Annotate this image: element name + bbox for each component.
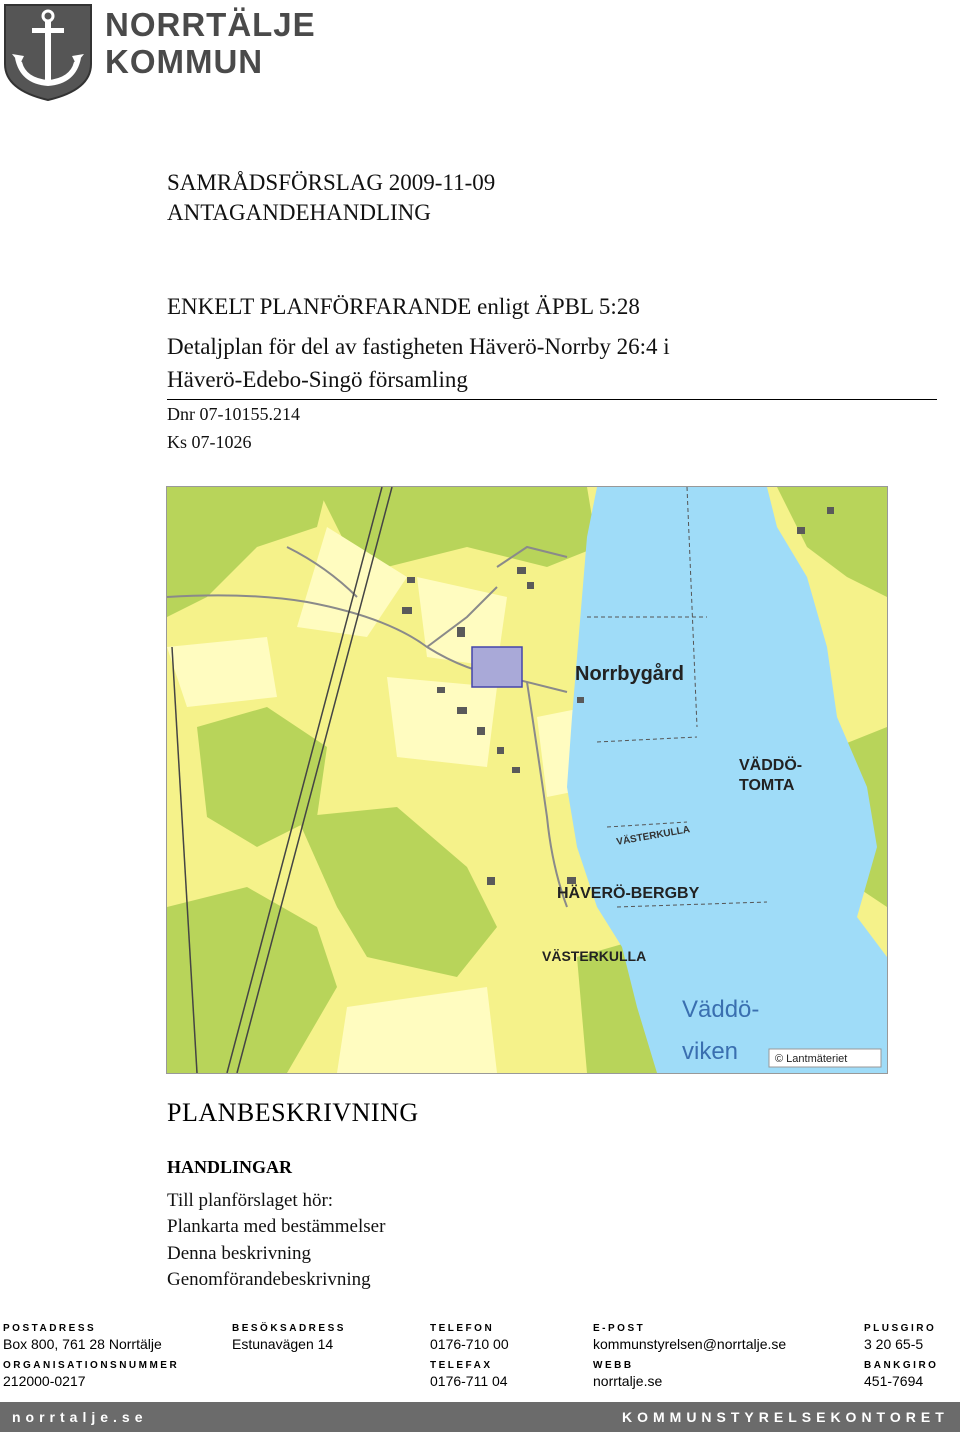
- plan-area: [472, 647, 522, 687]
- document-status: ANTAGANDEHANDLING: [167, 200, 431, 225]
- telefon: 0176-710 00: [430, 1336, 509, 1352]
- label-vasterkulla-road: VÄSTERKULLA: [615, 824, 691, 848]
- footer-website[interactable]: norrtalje.se: [12, 1409, 148, 1425]
- footer-office: KOMMUNSTYRELSEKONTORET: [622, 1409, 949, 1425]
- label-tomta: TOMTA: [739, 777, 795, 794]
- building: [567, 877, 576, 884]
- label-vaddo: VÄDDÖ-: [739, 757, 803, 774]
- orgnr: 212000-0217: [3, 1373, 86, 1389]
- telefon-label: TELEFON: [430, 1323, 495, 1334]
- label-vasterkulla: VÄSTERKULLA: [542, 948, 647, 964]
- besoksadress-label: BESÖKSADRESS: [232, 1323, 346, 1334]
- municipality-logo: [2, 2, 94, 102]
- bankgiro-label: BANKGIRO: [864, 1360, 939, 1371]
- document-list-intro: Till planförslaget hör:: [167, 1190, 334, 1211]
- title-divider: [167, 399, 937, 400]
- location-map: [166, 486, 888, 1074]
- building: [402, 607, 412, 614]
- telefax-label: TELEFAX: [430, 1360, 493, 1371]
- building: [477, 727, 485, 735]
- procedure-title: ENKELT PLANFÖRFARANDE enligt ÄPBL 5:28: [167, 294, 640, 319]
- building: [577, 697, 584, 703]
- epost[interactable]: kommunstyrelsen@norrtalje.se: [593, 1336, 787, 1352]
- org-name-line2: KOMMUN: [105, 43, 264, 80]
- plusgiro: 3 20 65-5: [864, 1336, 924, 1352]
- label-vaddoviken-2: viken: [682, 1038, 739, 1065]
- plan-title-line1: Detaljplan för del av fastigheten Häverö-Norrby 26:4 i: [167, 334, 670, 359]
- epost-label: E-POST: [593, 1323, 646, 1334]
- bankgiro: 451-7694: [864, 1373, 924, 1389]
- building: [497, 747, 504, 754]
- document-list-item: Plankarta med bestämmelser: [167, 1216, 386, 1237]
- field-area: [167, 637, 277, 707]
- documents-subheading: HANDLINGAR: [167, 1157, 293, 1177]
- building: [437, 687, 445, 693]
- postadress: Box 800, 761 28 Norrtälje: [3, 1336, 162, 1352]
- building: [827, 507, 834, 514]
- consultation-date: SAMRÅDSFÖRSLAG 2009-11-09: [167, 170, 496, 195]
- document-heading: PLANBESKRIVNING: [167, 1098, 419, 1127]
- document-list-item: Denna beskrivning: [167, 1243, 312, 1264]
- besoksadress: Estunavägen 14: [232, 1336, 334, 1352]
- building: [457, 627, 465, 637]
- building: [457, 707, 467, 714]
- telefax: 0176-711 04: [430, 1373, 508, 1389]
- building: [487, 877, 495, 885]
- label-vaddoviken-1: Väddö-: [682, 996, 760, 1023]
- label-havero-bergby: HÄVERÖ-BERGBY: [557, 885, 700, 902]
- org-name-line1: NORRTÄLJE: [105, 6, 316, 43]
- plusgiro-label: PLUSGIRO: [864, 1323, 937, 1334]
- label-norrbygard: Norrbygård: [575, 663, 684, 685]
- footer-bar: [0, 1402, 960, 1432]
- building: [407, 577, 415, 583]
- building: [797, 527, 805, 534]
- dnr-number: Dnr 07-10155.214: [167, 404, 300, 424]
- plan-title-line2: Häverö-Edebo-Singö församling: [167, 367, 468, 392]
- building: [527, 582, 534, 589]
- copyright: © Lantmäteriet: [775, 1053, 848, 1065]
- webb-label: WEBB: [593, 1360, 634, 1371]
- building: [517, 567, 526, 574]
- ks-number: Ks 07-1026: [167, 432, 252, 452]
- building: [512, 767, 520, 773]
- orgnr-label: ORGANISATIONSNUMMER: [3, 1360, 180, 1371]
- document-list-item: Genomförandebeskrivning: [167, 1269, 371, 1290]
- postadress-label: POSTADRESS: [3, 1323, 97, 1334]
- webb[interactable]: norrtalje.se: [593, 1373, 663, 1389]
